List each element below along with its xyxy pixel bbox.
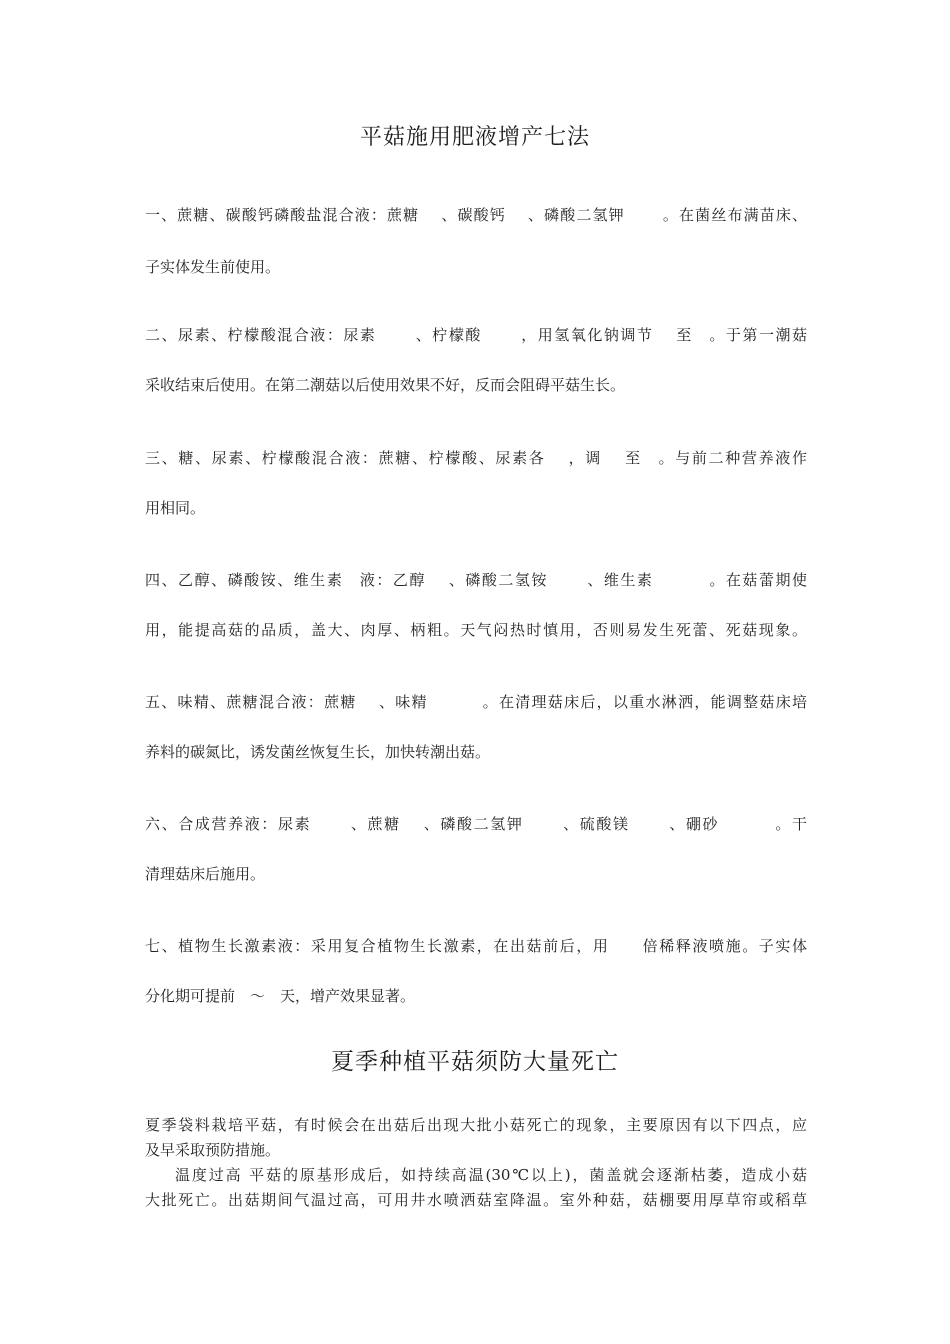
method-4-line-1: 四、乙醇、磷酸铵、维生素 液：乙醇 、磷酸二氢铵 、维生素 。在菇蕾期使 [145, 571, 807, 589]
method-7-line-1: 七、植物生长激素液：采用复合植物生长激素，在出菇前后，用 倍稀释液喷施。子实体 [145, 937, 807, 955]
summer-p2-line-1: 温度过高 平菇的原基形成后，如持续高温(30℃以上)，菌盖就会逐渐枯萎，造成小菇 [175, 1166, 807, 1184]
summer-p1-line-2: 及早采取预防措施。 [145, 1141, 281, 1159]
method-7-line-2: 分化期可提前 ～ 天，增产效果显著。 [145, 987, 416, 1005]
article-title-1: 平菇施用肥液增产七法 [359, 125, 590, 150]
method-3-line-2: 用相同。 [145, 499, 206, 517]
method-1-line-1: 一、蔗糖、碳酸钙磷酸盐混合液：蔗糖 、碳酸钙 、磷酸二氢钾 。在菌丝布满苗床、 [145, 206, 807, 224]
method-5-line-2: 养料的碳氮比，诱发菌丝恢复生长，加快转潮出菇。 [145, 743, 491, 761]
method-2-line-2: 采收结束后使用。在第二潮菇以后使用效果不好，反而会阻碍平菇生长。 [145, 376, 626, 394]
method-6-line-2: 清理菇床后施用。 [145, 865, 266, 883]
method-4-line-2: 用，能提高菇的品质，盖大、肉厚、柄粗。天气闷热时慎用，否则易发生死蕾、死菇现象。 [145, 621, 807, 639]
summer-p1-line-1: 夏季袋料栽培平菇，有时候会在出菇后出现大批小菇死亡的现象，主要原因有以下四点，应 [145, 1116, 807, 1134]
summer-p2-line-2: 大批死亡。出菇期间气温过高，可用井水喷洒菇室降温。室外种菇，菇棚要用厚草帘或稻草 [145, 1191, 807, 1209]
method-2-line-1: 二、尿素、柠檬酸混合液：尿素 、柠檬酸 ，用氢氧化钠调节 至 。于第一潮菇 [145, 326, 807, 344]
method-1-line-2: 子实体发生前使用。 [145, 258, 281, 276]
article-title-2: 夏季种植平菇须防大量死亡 [331, 1049, 619, 1075]
method-3-line-1: 三、糖、尿素、柠檬酸混合液：蔗糖、柠檬酸、尿素各 ，调 至 。与前二种营养液作 [145, 449, 807, 467]
method-6-line-1: 六、合成营养液：尿素 、蔗糖 、磷酸二氢钾 、硫酸镁 、硼砂 。干 [145, 815, 807, 833]
method-5-line-1: 五、味精、蔗糖混合液：蔗糖 、味精 。在清理菇床后，以重水淋洒，能调整菇床培 [145, 693, 807, 711]
